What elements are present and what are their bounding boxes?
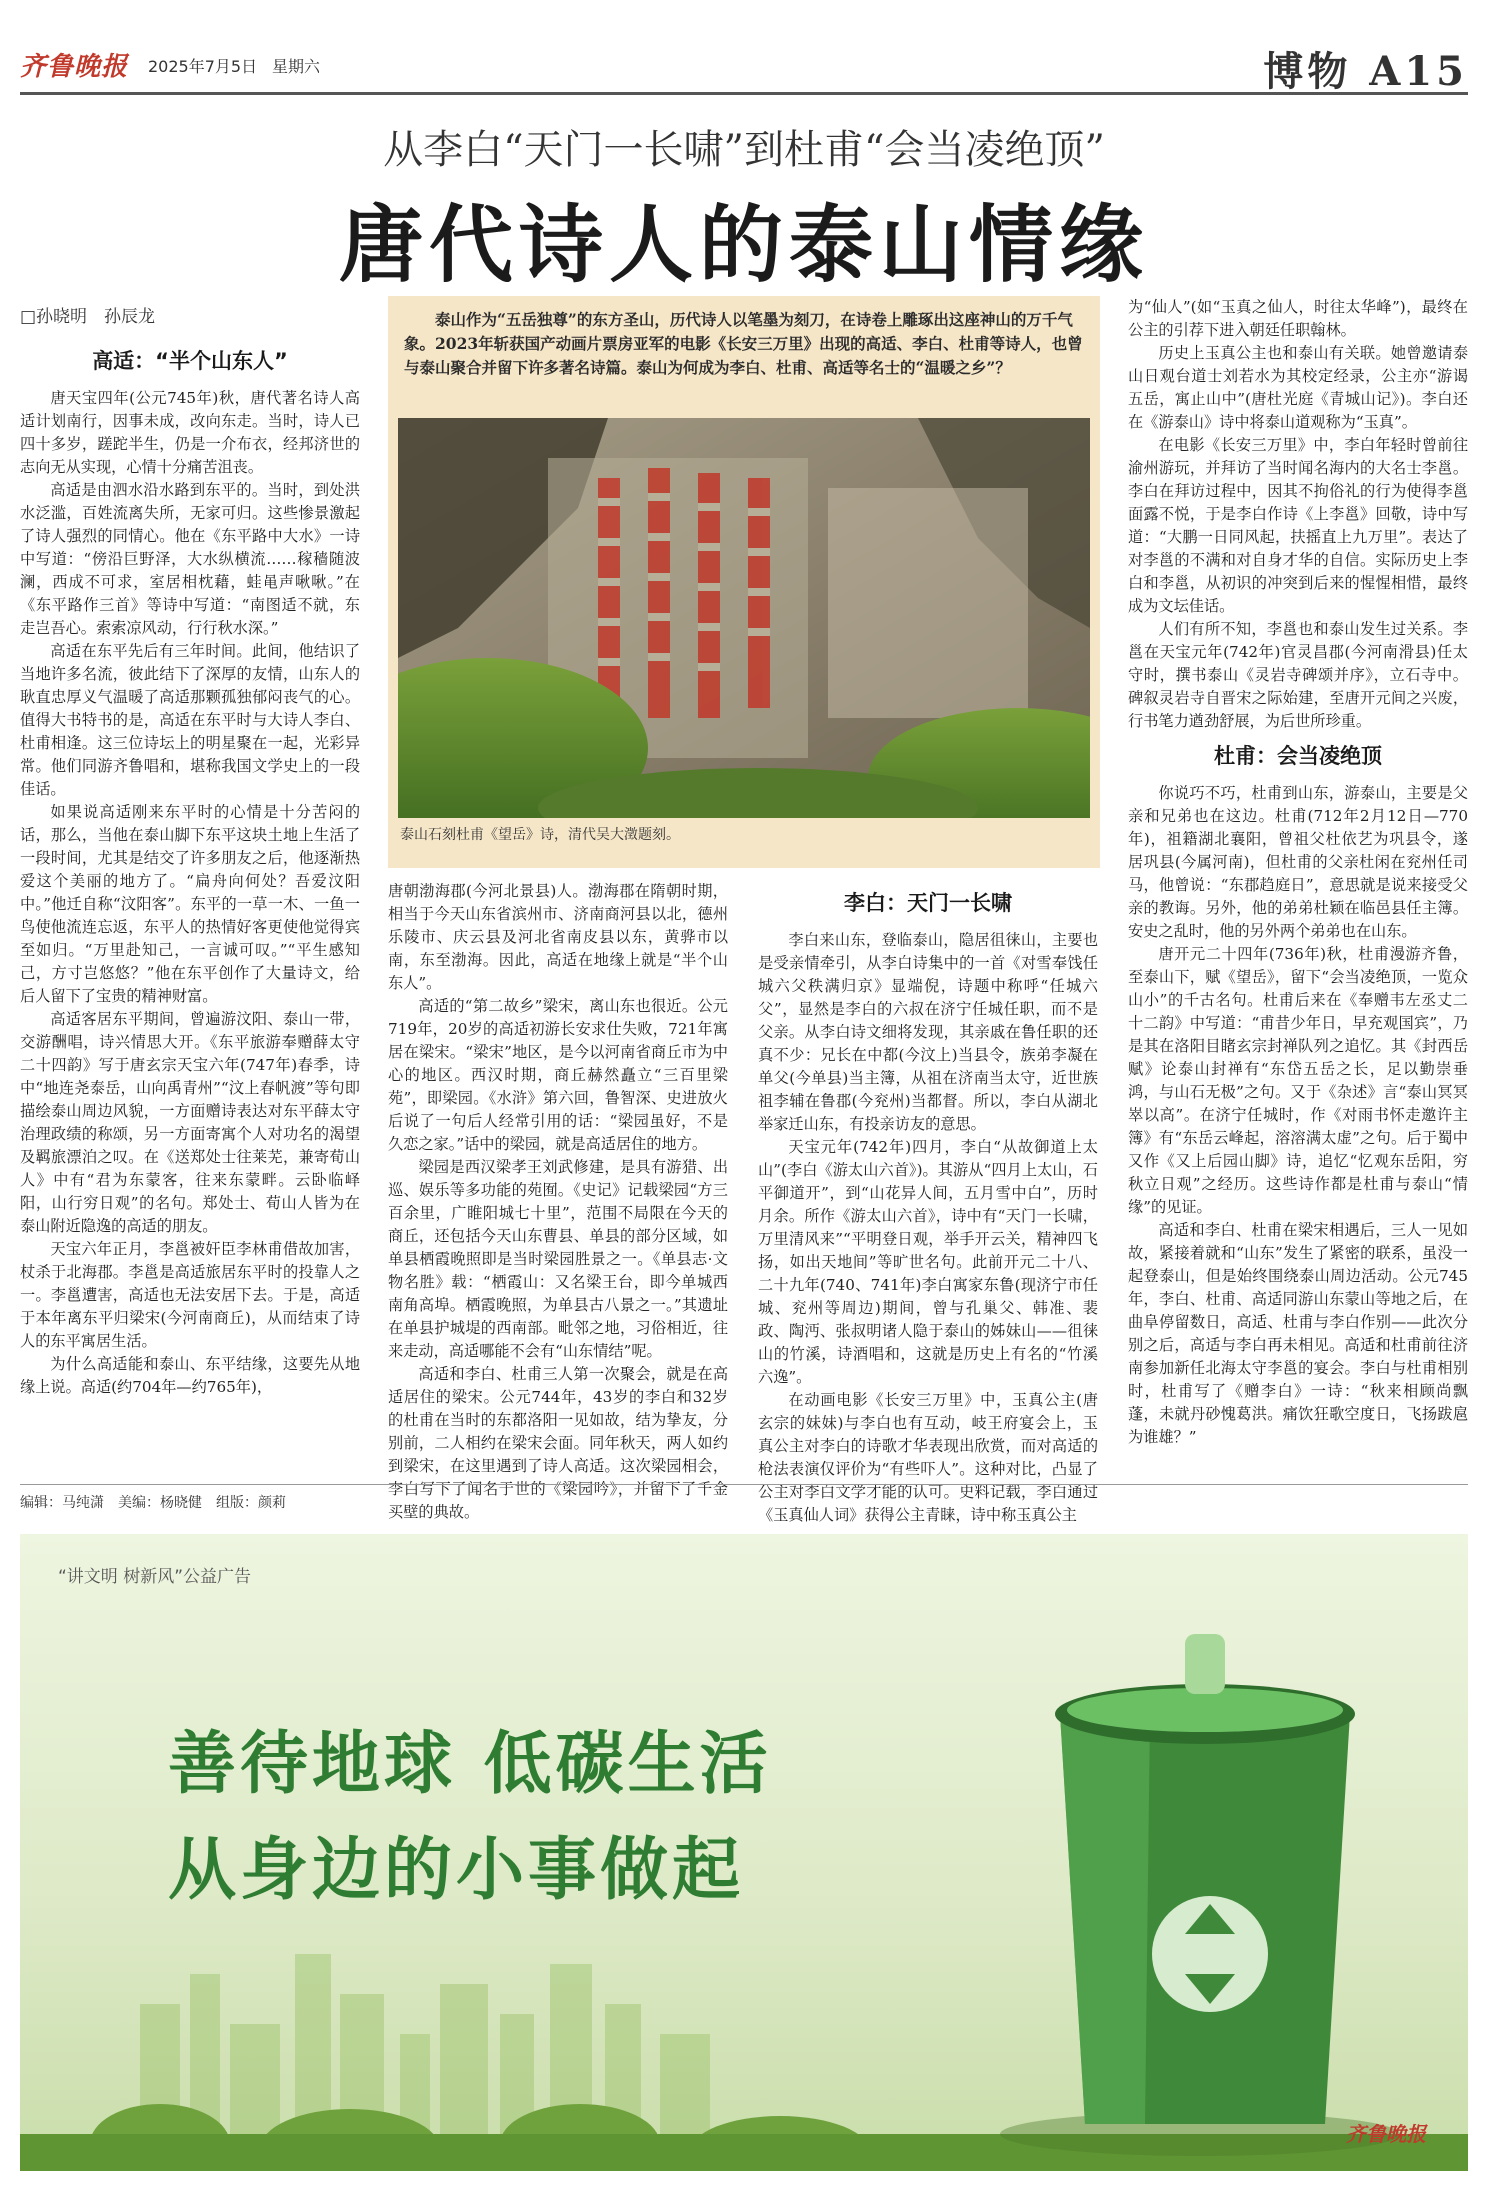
ad-slogan-line2: 从身边的小事做起: [168, 1831, 745, 1910]
paragraph: 高适是由泗水沿水路到东平的。当时，到处洪水泛滥，百姓流离失所，无家可归。这些惨景激起了诗人强烈的同情心。他在《东平路中大水》一诗中写道：“傍沿巨野泽，大水纵横流……稼穑随波澜，西成不可求，室居相枕藉，蛙黾声啾啾。”在《东平路作三首》等诗中写道：“南图适不就，东走岂吾心。索索凉风动，行行秋水深。”: [20, 481, 360, 637]
paragraph: 高适客居东平期间，曾遍游汶阳、泰山一带，交游酬唱，诗兴情思大开。《东平旅游奉赠薛太守二十四韵》写于唐玄宗天宝六年(747年)春季，诗中“地连尧泰岳，山向禹青州”“汶上春帆渡”等句即描绘泰山周边风貌，一方面赠诗表达对东平薛太守治理政绩的称颂，另一方面寄寓个人对功名的渴望及羁旅漂泊之叹。在《送郑处士往莱芜，兼寄荀山人》中有“君为东蒙客，往来东蒙畔。云卧临峄阳，山行穷日观”的名句。郑处士、荀山人皆为在泰山附近隐逸的高适的朋友。: [20, 1010, 360, 1235]
section-heading-gaoshi: 高适：“半个山东人”: [92, 349, 288, 373]
paragraph: 为“仙人”(如“玉真之仙人，时往太华峰”)，最终在公主的引荐下进入朝廷任职翰林。: [1128, 298, 1468, 339]
intro-text: 泰山作为“五岳独尊”的东方圣山，历代诗人以笔墨为刻刀，在诗卷上雕琢出这座神山的万千气象。2023年斩获国产动画片票房亚军的电影《长安三万里》出现的高适、李白、杜甫等诗人，也曾与泰山聚合并留下许多著名诗篇。泰山为何成为李白、杜甫、高适等名士的“温暖之乡”？: [404, 310, 1083, 377]
top-rule: [20, 92, 1468, 95]
intro-box: [388, 296, 1100, 868]
article-subtitle: 从李白“天门一长啸”到杜甫“会当凌绝顶”: [383, 127, 1105, 173]
newspaper-logo: 齐鲁晚报: [20, 52, 129, 82]
paragraph: 高适和李白、杜甫三人第一次聚会，就是在高适居住的梁宋。公元744年，43岁的李白和32岁的杜甫在当时的东都洛阳一见如故，结为挚友，分别前，二人相约在梁宋会面。同年秋天，两人如约到梁宋，在这里遇到了诗人高适。这次梁园相会，李白写下了闻名于世的《梁园吟》，并留下了千金买壁的典故。: [388, 1365, 728, 1521]
column-4: [1128, 296, 1468, 1449]
ad-slogan-line1: 善待地球 低碳生活: [168, 1725, 772, 1804]
masthead: [20, 40, 1468, 95]
paragraph: 梁园是西汉梁孝王刘武修建，是具有游猎、出巡、娱乐等多功能的苑囿。《史记》记载梁园“方三百余里，广睢阳城七十里”，范围不局限在今天的商丘，还包括今天山东曹县、单县的部分区域，如单县栖霞晚照即是当时梁园胜景之一。《单县志·文物名胜》载：“栖霞山：又名梁王台，即今单城西南角高埠。栖霞晚照，为单县古八景之一。”其遗址在单县护城堤的西南部。毗邻之地，习俗相近，往来走动，高适哪能不会有“山东情结”呢。: [388, 1158, 728, 1360]
paragraph: 在电影《长安三万里》中，李白年轻时曾前往渝州游玩，并拜访了当时闻名海内的大名士李邕。李白在拜访过程中，因其不拘俗礼的行为使得李邕面露不悦，于是李白作诗《上李邕》回敬，诗中写道：“大鹏一日同风起，扶摇直上九万里”。表达了对李邕的不满和对自身才华的自信。实际历史上李白和李邕，从初识的冲突到后来的惺惺相惜，最终成为文坛佳话。: [1128, 436, 1468, 615]
byline: □孙晓明 孙辰龙: [20, 307, 156, 327]
stone-inscription-photo: [398, 418, 1090, 818]
column-3: [758, 880, 1098, 1527]
ad-tag: “讲文明 树新风”公益广告: [58, 1567, 252, 1587]
paragraph: 在动画电影《长安三万里》中，玉真公主(唐玄宗的妹妹)与李白也有互动，岐王府宴会上，玉真公主对李白的诗歌才华表现出欣赏，而对高适的枪法表演仅评价为“有些吓人”。这种对比，凸显了公主对李白文学才能的认可。史料记载，李白通过《玉真仙人词》获得公主青睐，诗中称玉真公主: [758, 1391, 1098, 1524]
credits-rule: [20, 1484, 1468, 1485]
editorial-credits: 编辑：马纯潇 美编：杨晓健 组版：颜莉: [20, 1495, 286, 1511]
stone-inscription-image: [398, 418, 1090, 818]
issue-weekday: 星期六: [272, 57, 321, 76]
paragraph: 唐朝渤海郡(今河北景县)人。渤海郡在隋朝时期，相当于今天山东省滨州市、济南商河县以北，德州乐陵市、庆云县及河北省南皮县以东，黄骅市以南，东至渤海。因此，高适在地缘上就是“半个山东人”。: [388, 882, 728, 992]
paragraph: 高适的“第二故乡”梁宋，离山东也很近。公元719年，20岁的高适初游长安求仕失败，721年寓居在梁宋。“梁宋”地区，是今以河南省商丘市为中心的地区。西汉时期，商丘赫然矗立“三百里梁苑”，即梁园。《水浒》第六回，鲁智深、史进放火后说了一句后人经常引用的话：“梁园虽好，不是久恋之家。”话中的梁园，就是高适居住的地方。: [388, 997, 728, 1153]
paragraph: 高适在东平先后有三年时间。此间，他结识了当地许多名流，彼此结下了深厚的友情，山东人的耿直忠厚义气温暖了高适那颗孤独郁闷丧气的心。值得大书特书的是，高适在东平时与大诗人李白、杜甫相逢。这三位诗坛上的明星聚在一起，光彩异常。他们同游齐鲁唱和，堪称我国文学史上的一段佳话。: [20, 642, 360, 798]
paragraph: 唐开元二十四年(736年)秋，杜甫漫游齐鲁，至泰山下，赋《望岳》，留下“会当凌绝顶，一览众山小”的千古名句。杜甫后来在《奉赠韦左丞丈二十二韵》中写道：“甫昔少年日，早充观国宾”，乃是其在洛阳目睹玄宗封禅队列之追忆。其《封西岳赋》论泰山封禅有“东岱五岳之长，足以勤崇垂鸿，与山石无极”之句。又于《杂述》言“泰山冥冥崒以高”。在济宁任城时，作《对雨书怀走邀许主簿》有“东岳云峰起，溶溶满太虚”之句。后于蜀中又作《又上后园山脚》诗，追忆“忆观东岳阳，穷秋立日观”之经历。这些诗作都是杜甫与泰山“情缘”的见证。: [1128, 945, 1468, 1216]
issue-date: 2025年7月5日: [148, 57, 258, 76]
paragraph: 天宝元年(742年)四月，李白“从故御道上太山”(李白《游太山六首》)。其游从“四月上太山，石平御道开”，到“山花异人间，五月雪中白”，历时月余。所作《游太山六首》，诗中有“天门一长啸，万里清风来”“平明登日观，举手开云关，精神四飞扬，如出天地间”等旷世名句。此前开元二十八、二十九年(740、741年)李白寓家东鲁(现济宁市任城、兖州等周边)期间，曾与孔巢父、韩准、裴政、陶沔、张叔明诸人隐于泰山的姊妹山——徂徕山的竹溪，诗酒唱和，这就是历史上有名的“竹溪六逸”。: [758, 1138, 1098, 1386]
section-heading-dufu: 杜甫：会当凌绝顶: [1214, 744, 1382, 768]
section-label: 博物 A15: [1263, 48, 1468, 95]
paragraph: 李白来山东，登临泰山，隐居徂徕山，主要也是受亲情牵引，从李白诗集中的一首《对雪奉饯任城六父秩满归京》显端倪，诗题中称呼“任城六父”，显然是李白的六叔在济宁任城任职，而不是父亲。从李白诗文细将发现，其亲戚在鲁任职的还真不少：兄长在中都(今汶上)当县令，族弟李凝在单父(今单县)当主簿，从祖在济南当太守，近世族祖李辅在鲁郡(今兖州)当都督。所以，李白从湖北举家迁山东，有投亲访友的意思。: [758, 931, 1098, 1133]
ad-newspaper-logo: 齐鲁晚报: [1346, 2122, 1426, 2146]
paragraph: 为什么高适能和泰山、东平结缘，这要先从地缘上说。高适(约704年—约765年)，: [20, 1355, 360, 1396]
paragraph: 唐天宝四年(公元745年)秋，唐代著名诗人高适计划南行，因事未成，改向东走。当时，诗人已四十多岁，蹉跎半生，仍是一介布衣，经邦济世的志向无从实现，心情十分痛苦沮丧。: [20, 389, 360, 476]
paragraph: 人们有所不知，李邕也和泰山发生过关系。李邕在天宝元年(742年)官灵昌郡(今河南滑县)任太守时，撰书泰山《灵岩寺碑颂并序》，立石寺中。碑叙灵岩寺自晋宋之际始建，至唐开元间之兴废，行书笔力遒劲舒展，为后世所珍重。: [1128, 620, 1468, 730]
paragraph: 历史上玉真公主也和泰山有关联。她曾邀请泰山日观台道士刘若水为其校定经录，公主亦“游谒五岳，寓止山中”(唐杜光庭《青城山记》)。李白还在《游泰山》诗中将泰山道观称为“玉真”。: [1128, 344, 1468, 431]
article-title: 唐代诗人的泰山情缘: [338, 195, 1149, 294]
column-1: [20, 338, 360, 1399]
column-2: [388, 880, 728, 1524]
public-service-ad: [20, 1534, 1468, 2171]
paragraph: 天宝六年正月，李邕被奸臣李林甫借故加害，杖杀于北海郡。李邕是高适旅居东平时的投靠人之一。李邕遭害，高适也无法安居下去。于是，高适于本年离东平归梁宋(今河南商丘)，从而结束了诗人的东平寓居生活。: [20, 1240, 360, 1350]
paragraph: 你说巧不巧，杜甫到山东，游泰山，主要是父亲和兄弟也在这边。杜甫(712年2月12日—770年)，祖籍湖北襄阳，曾祖父杜依艺为巩县令，遂居巩县(今属河南)，但杜甫的父亲杜闲在兖州任司马，他曾说：“东郡趋庭日”，意思就是说来接受父亲的教诲。另外，他的弟弟杜颖在临邑县任主簿。安史之乱时，他的另外两个弟弟也在山东。: [1128, 784, 1468, 940]
paragraph: 高适和李白、杜甫在梁宋相遇后，三人一见如故，紧接着就和“山东”发生了紧密的联系，虽没一起登泰山，但是始终围绕泰山周边活动。公元745年，李白、杜甫、高适同游山东蒙山等地之后，在曲阜停留数日，高适、杜甫与李白作别——此次分别之后，高适与李白再未相见。高适和杜甫前往济南参加新任北海太守李邕的宴会。李白与杜甫相别时，杜甫写了《赠李白》一诗：“秋来相顾尚飘蓬，未就丹砂愧葛洪。痛饮狂歌空度日，飞扬跋扈为谁雄？”: [1128, 1221, 1468, 1446]
photo-caption: 泰山石刻杜甫《望岳》诗，清代吴大澂题刻。: [400, 827, 680, 843]
section-heading-libai: 李白：天门一长啸: [844, 891, 1012, 915]
recycle-bin-illustration: [1000, 1634, 1400, 2156]
paragraph: 如果说高适刚来东平时的心情是十分苦闷的话，那么，当他在泰山脚下东平这块土地上生活了一段时间，尤其是结交了许多朋友之后，他逐渐热爱这个美丽的地方了。“扁舟向何处？吾爱汶阳中。”他迁自称“汶阳客”。东平的一草一木、一鱼一鸟使他流连忘返，东平人的热情好客更使他觉得宾至如归。“万里赴知己，一言诚可叹。”“平生感知己，方寸岂悠悠？”他在东平创作了大量诗文，给后人留下了宝贵的精神财富。: [20, 803, 360, 1005]
